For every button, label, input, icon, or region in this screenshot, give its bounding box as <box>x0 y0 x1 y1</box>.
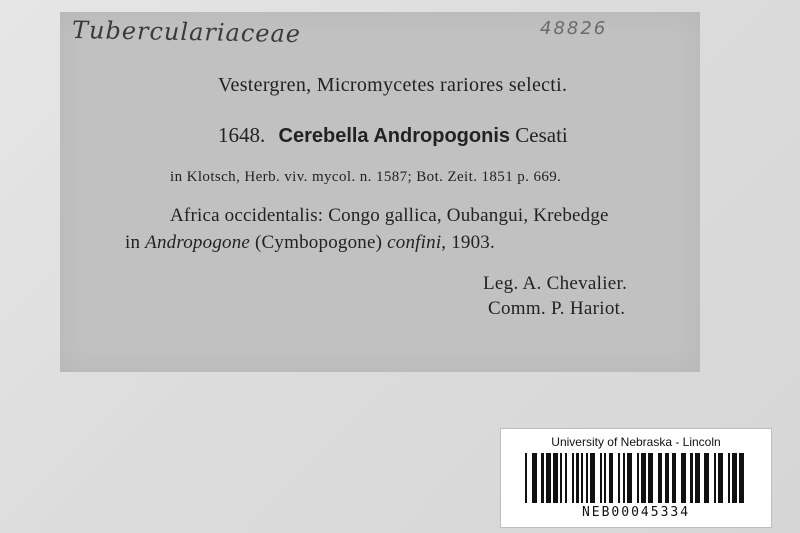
collector: Leg. A. Chevalier. <box>483 273 628 294</box>
citation: in Klotsch, Herb. viv. mycol. n. 1587; Bot. Zeit. 1851 p. 669. <box>170 169 562 185</box>
host-subgenus: (Cymbopogone) <box>255 232 383 253</box>
locality-line-2 <box>125 232 495 254</box>
series-title: Vestergren, Micromycetes rariores selecti. <box>218 74 568 96</box>
host-genus: Andropogone <box>145 232 251 253</box>
communicator: Comm. P. Hariot. <box>488 298 626 319</box>
exsiccata-number: 1648. <box>218 123 266 147</box>
collection-year: , 1903. <box>441 232 495 253</box>
family-annotation: Tuberculariaceae <box>71 16 302 48</box>
species-name: Cerebella Andropogonis <box>278 125 511 147</box>
barcode-label <box>500 428 772 528</box>
host-epithet: confini <box>387 232 442 253</box>
locality-in: in <box>125 232 141 253</box>
barcode-bar <box>744 453 749 503</box>
barcode-bars <box>525 453 749 503</box>
accession-number: 48826 <box>540 18 608 39</box>
species-heading <box>218 123 568 148</box>
institution-name: University of Nebraska - Lincoln <box>551 435 721 449</box>
barcode-number: NEB00045334 <box>581 505 691 520</box>
species-author: Cesati <box>515 123 568 147</box>
locality-line-1: Africa occidentalis: Congo gallica, Oubangui, Krebedge <box>170 205 609 226</box>
